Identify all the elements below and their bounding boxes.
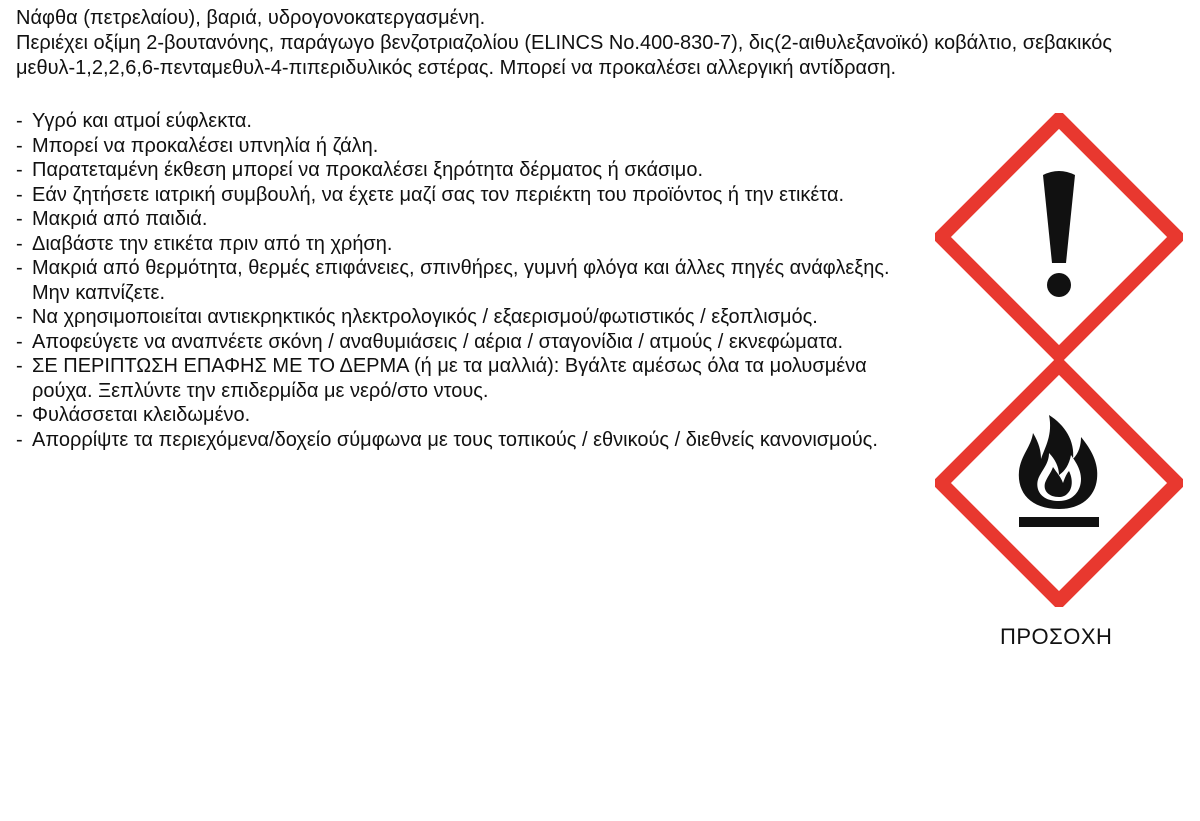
ghs-pictograms bbox=[935, 113, 1183, 607]
list-item: - Υγρό και ατμοί εύφλεκτα. bbox=[16, 110, 252, 132]
flame-base bbox=[1019, 517, 1099, 527]
list-item: - Διαβάστε την ετικέτα πριν από τη χρήση. bbox=[16, 232, 393, 255]
list-item: - Μακριά από παιδιά. bbox=[16, 208, 208, 230]
list-item: - Μακριά από θερμότητα, θερμές επιφάνειες, σπινθήρες, γυμνή φλόγα και άλλες πηγές ανάφλεξης. Μην καπνίζετε. bbox=[16, 257, 890, 304]
list-item: - Να χρησιμοποιείται αντιεκρηκτικός ηλεκτρολογικός / εξαερισμού/φωτιστικός / εξοπλισμός. bbox=[16, 306, 818, 328]
list-item: - Απορρίψτε τα περιεχόμενα/δοχείο σύμφωνα με τους τοπικούς / εθνικούς / διεθνείς κανονισμούς. bbox=[16, 428, 878, 451]
product-name: Νάφθα (πετρελαίου), βαριά, υδρογονοκατεργασμένη. bbox=[16, 7, 486, 29]
list-item: - ΣΕ ΠΕΡΙΠΤΩΣΗ ΕΠΑΦΗΣ ΜΕ ΤΟ ΔΕΡΜΑ (ή με τα μαλλιά): Βγάλτε αμέσως όλα τα μολυσμένα ρούχα. Ξεπλύντε την επιδερμίδα με νερό/στο ντους. bbox=[16, 355, 867, 402]
product-composition bbox=[16, 6, 1186, 81]
list-item: - Φυλάσσεται κλειδωμένο. bbox=[16, 404, 251, 426]
exclamation-mark-icon bbox=[935, 113, 1183, 361]
exclamation-dot bbox=[1047, 273, 1071, 297]
precautionary-statements-list bbox=[16, 109, 916, 452]
list-item: - Μπορεί να προκαλέσει υπνηλία ή ζάλη. bbox=[16, 134, 379, 157]
flame-icon bbox=[935, 359, 1183, 607]
list-item: - Αποφεύγετε να αναπνέετε σκόνη / αναθυμιάσεις / αέρια / σταγονίδια / ατμούς / εκνεφώματα. bbox=[16, 330, 844, 353]
list-item: - Εάν ζητήσετε ιατρική συμβουλή, να έχετε μαζί σας τον περιέκτη του προϊόντος ή την ετικέτα. bbox=[16, 183, 845, 206]
list-item: - Παρατεταμένη έκθεση μπορεί να προκαλέσει ξηρότητα δέρματος ή σκάσιμο. bbox=[16, 159, 703, 181]
signal-word: ΠΡΟΣΟΧΗ bbox=[1000, 624, 1113, 649]
composition-statement: Περιέχει οξίμη 2-βουτανόνης, παράγωγο βενζοτριαζολίου (ELINCS No.400-830-7), δις(2-αιθυλεξανοϊκό) κοβάλτιο, σεβακικός μεθυλ-1,2,2,6,6-πενταμεθυλ-4-πιπεριδυλικός εστέρας. Μπορεί να προκαλέσει αλλεργική αντίδραση. bbox=[16, 32, 1113, 79]
